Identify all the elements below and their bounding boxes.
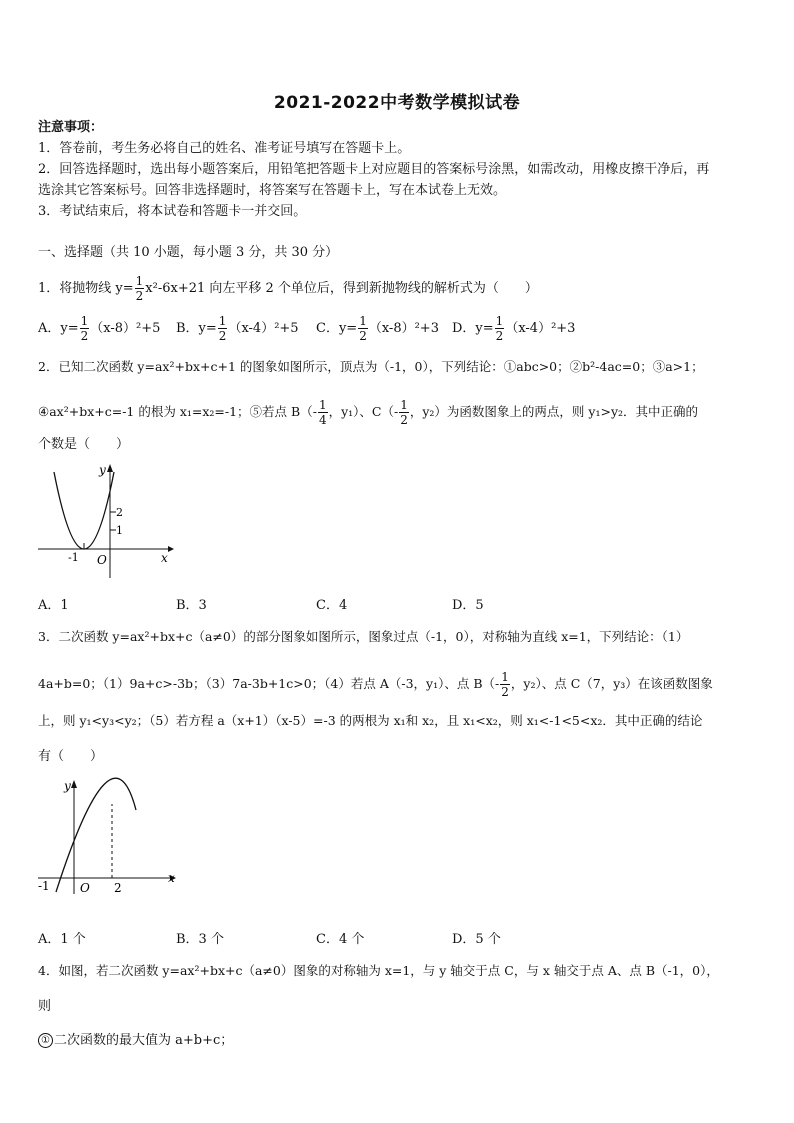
frac-den: 2 — [218, 329, 227, 343]
option-label: B．y= — [176, 321, 217, 336]
origin-label: O — [97, 553, 107, 567]
question-4-item-1 — [38, 1032, 233, 1050]
option-label: A．y= — [38, 321, 79, 336]
fraction — [80, 314, 90, 343]
frac-num: 1 — [501, 670, 509, 684]
option-c — [316, 314, 439, 343]
fraction — [318, 398, 328, 427]
option-c: C．4 个 — [316, 932, 365, 947]
frac-den: 4 — [318, 413, 327, 427]
parabola — [56, 778, 136, 892]
x-axis-arrow — [168, 546, 174, 552]
option-d: D．5 — [452, 598, 484, 613]
frac-den: 2 — [501, 685, 509, 699]
q3-graph — [36, 774, 186, 898]
q3-text: 4a+b=0；（1）9a+c>-3b；（3）7a-3b+1c>0；（4）若点 A（-3，y₁）、点 B（- — [38, 676, 500, 691]
option-rest: （x-8）²+5 — [90, 321, 161, 336]
option-a: A．1 个 — [38, 932, 86, 947]
question-1 — [38, 274, 538, 303]
tick-label-2: 2 — [116, 506, 123, 519]
y-label: y — [99, 463, 106, 477]
option-b — [176, 314, 299, 343]
notice-item: 选涂其它答案标号。回答非选择题时，将答案写在答题卡上，写在本试卷上无效。 — [38, 183, 507, 198]
frac-den: 2 — [80, 329, 89, 343]
question-3-line-1: 3．二次函数 y=ax²+bx+c（a≠0）的部分图象如图所示，图象过点（-1，0），对称轴为直线 x=1，下列结论：（1） — [38, 629, 689, 644]
option-a — [38, 314, 160, 343]
notice-item: 1．答卷前，考生务必将自己的姓名、准考证号填写在答题卡上。 — [38, 141, 411, 156]
item-text: 二次函数的最大值为 a+b+c； — [54, 1033, 234, 1048]
frac-num: 1 — [218, 314, 227, 328]
notice-heading: 注意事项： — [38, 120, 104, 135]
fraction — [358, 314, 368, 343]
notice-item: 2．回答选择题时，选出每小题答案后，用铅笔把答题卡上对应题目的答案标号涂黑，如需改动，用橡皮擦干净后，再 — [38, 162, 710, 177]
q2-text: ，y₁）、C（- — [328, 404, 399, 419]
frac-num: 1 — [495, 314, 504, 328]
tick-label-neg1: -1 — [68, 551, 79, 564]
page-title: 2021-2022中考数学模拟试卷 — [273, 93, 521, 113]
frac-den: 2 — [400, 413, 408, 427]
frac-den: 2 — [135, 289, 144, 303]
option-d: D．5 个 — [452, 932, 501, 947]
item-number: ① — [38, 1033, 53, 1048]
x-label: x — [168, 871, 175, 885]
q2-text: ④ax²+bx+c=-1 的根为 x₁=x₂=-1；⑤若点 B（- — [38, 404, 317, 419]
frac-num: 1 — [80, 314, 89, 328]
fraction — [399, 398, 409, 427]
origin-label: O — [80, 881, 90, 895]
frac-den: 2 — [359, 329, 367, 343]
option-b: B．3 个 — [176, 932, 224, 947]
option-c: C．4 — [316, 598, 348, 613]
option-label: D．y= — [452, 321, 494, 336]
parabola — [54, 472, 114, 549]
frac-num: 1 — [318, 398, 327, 412]
option-a: A．1 — [38, 598, 69, 613]
tick-label-2: 2 — [114, 881, 122, 895]
option-d — [452, 314, 575, 343]
tick-label-neg1: -1 — [38, 879, 50, 893]
option-label: C．y= — [316, 321, 358, 336]
tick-label-1: 1 — [116, 524, 123, 537]
question-3-line-2 — [38, 670, 713, 699]
y-label: y — [64, 779, 71, 793]
option-rest: （x-4）²+3 — [505, 321, 576, 336]
frac-den: 2 — [495, 329, 504, 343]
q1-text-pre: 1．将抛物线 y= — [38, 281, 134, 296]
fraction — [135, 274, 145, 303]
fraction — [218, 314, 228, 343]
question-3-line-4: 有（ ） — [38, 749, 104, 764]
frac-num: 1 — [135, 274, 144, 288]
question-3-line-3: 上，则 y₁<y₃<y₂；（5）若方程 a（x+1）（x-5）=-3 的两根为 x₁和 x₂，且 x₁<x₂，则 x₁<-1<5<x₂．其中正确的结论 — [38, 713, 703, 728]
question-2-line-3: 个数是（ ） — [38, 437, 130, 452]
notice-item: 3．考试结束后，将本试卷和答题卡一并交回。 — [38, 204, 307, 219]
x-label: x — [161, 551, 168, 565]
q3-text: ，y₂）、点 C（7，y₃）在该函数图象 — [510, 676, 713, 691]
y-axis-arrow — [71, 780, 77, 788]
option-rest: （x-8）²+3 — [368, 321, 439, 336]
question-2-line-2 — [38, 398, 698, 427]
fraction — [500, 670, 510, 699]
option-b: B．3 — [176, 598, 207, 613]
q2-text: ，y₂）为函数图象上的两点，则 y₁>y₂．其中正确的 — [409, 404, 699, 419]
option-rest: （x-4）²+5 — [228, 321, 299, 336]
question-4-line-1: 4．如图，若二次函数 y=ax²+bx+c（a≠0）图象的对称轴为 x=1，与 y 轴交于点 C，与 x 轴交于点 A、点 B（-1，0）， — [38, 963, 719, 978]
section-heading: 一、选择题（共 10 小题，每小题 3 分，共 30 分） — [38, 245, 339, 260]
y-axis-arrow — [107, 464, 113, 472]
frac-num: 1 — [359, 314, 367, 328]
fraction — [495, 314, 505, 343]
q1-text-post: x²-6x+21 向左平移 2 个单位后，得到新抛物线的解析式为（ ） — [145, 281, 538, 296]
q2-graph — [36, 460, 176, 580]
question-4-line-2: 则 — [38, 999, 52, 1014]
frac-num: 1 — [400, 398, 408, 412]
question-2-line-1: 2．已知二次函数 y=ax²+bx+c+1 的图象如图所示，顶点为（-1，0），下列结论：①abc>0；②b²-4ac=0；③a>1； — [38, 359, 704, 374]
